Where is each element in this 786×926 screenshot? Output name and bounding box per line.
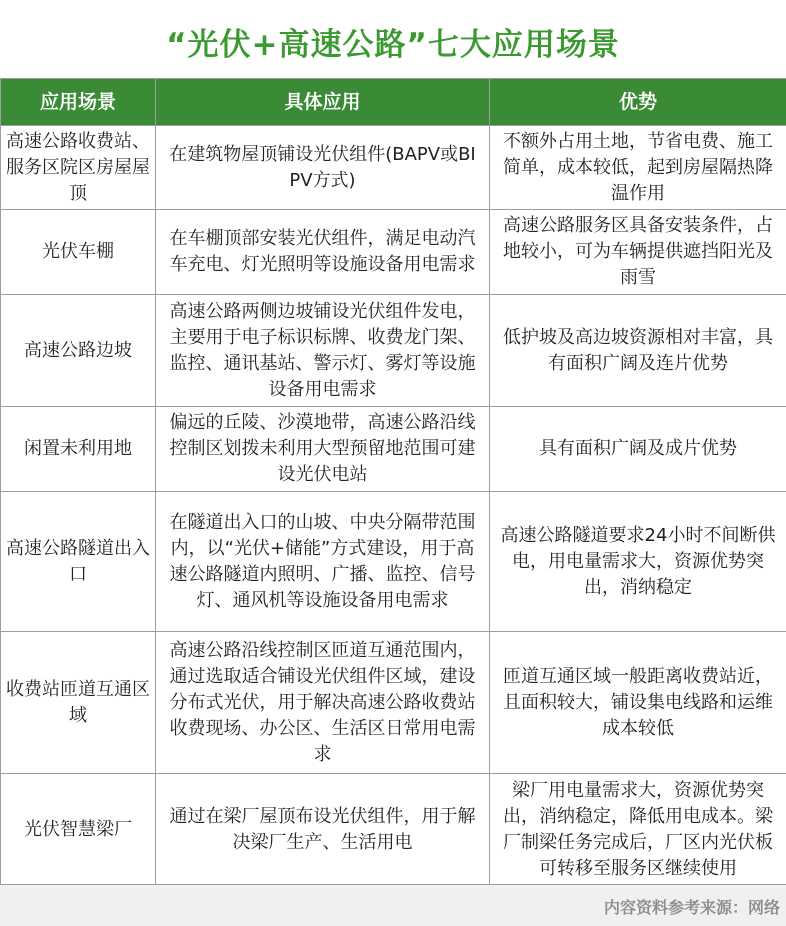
advantage-cell: 不额外占用土地，节省电费、施工简单，成本较低，起到房屋隔热降温作用	[490, 126, 786, 210]
application-cell: 高速公路两侧边坡铺设光伏组件发电，主要用于电子标识标牌、收费龙门架、监控、通讯基站、警示灯、雾灯等设施设备用电需求	[156, 295, 490, 407]
table-row	[1, 774, 786, 886]
table-row	[1, 492, 786, 632]
source-note: 内容资料参考来源：网络	[603, 898, 780, 917]
application-cell: 在车棚顶部安装光伏组件，满足电动汽车充电、灯光照明等设施设备用电需求	[156, 210, 490, 295]
application-cell: 在建筑物屋顶铺设光伏组件(BAPV或BIPV方式)	[156, 126, 490, 210]
scene-cell: 高速公路收费站、服务区院区房屋屋顶	[1, 126, 156, 210]
advantage-cell: 具有面积广阔及成片优势	[490, 407, 786, 492]
scene-cell: 高速公路边坡	[1, 295, 156, 407]
page-title: “光伏+高速公路”七大应用场景	[166, 27, 620, 63]
application-cell: 偏远的丘陵、沙漠地带，高速公路沿线控制区划拨未利用大型预留地范围可建设光伏电站	[156, 407, 490, 492]
header-scene: 应用场景	[1, 79, 156, 126]
advantage-cell: 高速公路隧道要求24小时不间断供电，用电量需求大，资源优势突出，消纳稳定	[490, 492, 786, 632]
application-cell: 在隧道出入口的山坡、中央分隔带范围内，以“光伏+储能”方式建设，用于高速公路隧道内照明、广播、监控、信号灯、通风机等设施设备用电需求	[156, 492, 490, 632]
table-row	[1, 407, 786, 492]
scene-cell: 光伏车棚	[1, 210, 156, 295]
table-header-row	[1, 79, 786, 126]
table-row	[1, 126, 786, 210]
table-row	[1, 210, 786, 295]
advantage-cell: 梁厂用电量需求大，资源优势突出，消纳稳定，降低用电成本。梁厂制梁任务完成后，厂区内光伏板可转移至服务区继续使用	[490, 774, 786, 886]
header-application: 具体应用	[156, 79, 490, 126]
scene-cell: 收费站匝道互通区域	[1, 632, 156, 774]
scene-cell: 高速公路隧道出入口	[1, 492, 156, 632]
header-advantage: 优势	[490, 79, 786, 126]
advantage-cell: 匝道互通区域一般距离收费站近，且面积较大，铺设集电线路和运维成本较低	[490, 632, 786, 774]
application-cell: 高速公路沿线控制区匝道互通范围内，通过选取适合铺设光伏组件区域，建设分布式光伏，用于解决高速公路收费站收费现场、办公区、生活区日常用电需求	[156, 632, 490, 774]
advantage-cell: 低护坡及高边坡资源相对丰富，具有面积广阔及连片优势	[490, 295, 786, 407]
source-footer	[0, 884, 786, 926]
table-row	[1, 632, 786, 774]
scenarios-table	[0, 78, 786, 886]
table-row	[1, 295, 786, 407]
scene-cell: 闲置未利用地	[1, 407, 156, 492]
advantage-cell: 高速公路服务区具备安装条件，占地较小，可为车辆提供遮挡阳光及雨雪	[490, 210, 786, 295]
application-cell: 通过在梁厂屋顶布设光伏组件，用于解决梁厂生产、生活用电	[156, 774, 490, 886]
scene-cell: 光伏智慧梁厂	[1, 774, 156, 886]
